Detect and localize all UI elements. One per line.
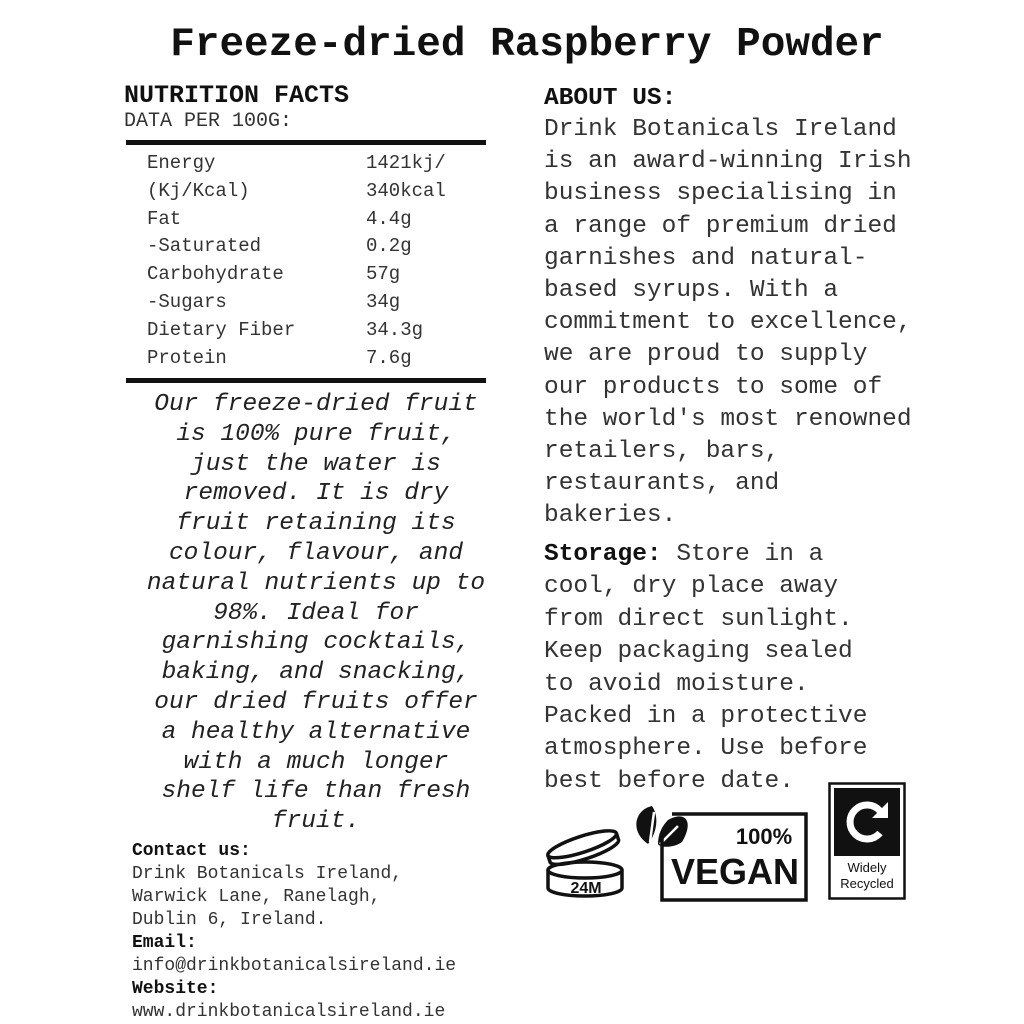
about-line: the world's most renowned [544, 405, 912, 433]
nutrition-row [126, 233, 486, 261]
address-line: Dublin 6, Ireland. [132, 910, 327, 930]
nutrition-row [126, 317, 486, 345]
about-heading: ABOUT US: [544, 85, 677, 112]
description-line: is 100% pure fruit, [176, 420, 456, 448]
badge-row [544, 780, 914, 904]
nutrient-name: Energy [147, 152, 216, 174]
storage-line: Keep packaging sealed [544, 638, 853, 666]
storage-line: to avoid moisture. [544, 670, 809, 698]
nutrition-heading: NUTRITION FACTS [124, 81, 350, 110]
nutrient-name: (Kj/Kcal) [147, 179, 250, 202]
storage-line: cool, dry place away [544, 573, 839, 601]
description-line: with a much longer [183, 748, 449, 776]
about-line: retailers, bars, [544, 438, 780, 466]
storage-line: from direct sunlight. [544, 605, 853, 633]
about-line: business specialising in [544, 180, 897, 208]
address-line: Warwick Lane, Ranelagh, [132, 887, 381, 907]
nutrient-value: 34g [366, 290, 401, 313]
nutrient-value: 4.4g [366, 207, 412, 230]
about-line: we are proud to supply [544, 341, 868, 369]
description-line: colour, flavour, and [168, 539, 464, 567]
description-line: garnishing cocktails, [161, 629, 471, 657]
nutrient-value: 34.3g [366, 318, 424, 341]
pao-label: 24M [570, 880, 602, 897]
nutrition-table [126, 140, 486, 383]
about-line: restaurants, and [544, 470, 780, 498]
nutrient-name: -Sugars [147, 290, 227, 313]
description-line: natural nutrients up to [146, 569, 486, 597]
nutrition-row [126, 178, 486, 206]
about-line: garnishes and natural- [544, 244, 868, 272]
description-line: fruit. [271, 808, 361, 836]
about-line: bakeries. [544, 502, 677, 530]
contact-block [132, 840, 522, 1024]
about-line: Drink Botanicals Ireland [544, 116, 897, 143]
description-line: fruit retaining its [176, 510, 456, 538]
about-line: commitment to excellence, [544, 309, 912, 337]
vegan-label: VEGAN [670, 851, 800, 892]
nutrition-row [126, 289, 486, 317]
email-label: Email: [132, 933, 197, 953]
vegan-badge-icon [634, 804, 810, 904]
vegan-percent: 100% [735, 824, 793, 849]
nutrition-row [126, 150, 486, 178]
nutrition-subheading: DATA PER 100G: [124, 110, 293, 133]
product-title: Freeze-dried Raspberry Powder [170, 22, 884, 68]
about-line: based syrups. With a [544, 277, 839, 305]
nutrient-value: 340kcal [366, 179, 446, 202]
storage-line: best before date. [544, 767, 794, 795]
nutrient-value: 0.2g [366, 235, 412, 258]
nutrition-row [126, 345, 486, 373]
contact-label: Contact us: [132, 841, 251, 861]
storage-line: Store in a [661, 541, 824, 568]
description-line: shelf life than fresh [161, 778, 471, 806]
widely-recycled-icon [828, 782, 906, 900]
website-url: www.drinkbotanicalsireland.ie [132, 1002, 446, 1022]
storage-line: atmosphere. Use before [544, 735, 868, 763]
about-line: a range of premium dried [544, 212, 897, 240]
email-address: info@drinkbotanicalsireland.ie [132, 956, 457, 976]
nutrient-name: Fat [147, 207, 182, 230]
nutrition-row [126, 206, 486, 234]
recycle-line-2: Recycled [840, 876, 894, 891]
address-line: Drink Botanicals Ireland, [132, 864, 403, 884]
recycle-line-1: Widely [847, 860, 887, 875]
description-line: just the water is [191, 450, 441, 478]
storage-label: Storage: [544, 541, 662, 568]
storage-text [544, 539, 944, 798]
period-after-opening-icon [544, 820, 630, 900]
nutrition-row [126, 261, 486, 289]
description-line: Our freeze-dried fruit [154, 391, 478, 418]
description-line: a healthy alternative [161, 718, 471, 746]
website-label: Website: [132, 979, 219, 999]
product-description [124, 390, 508, 837]
description-line: 98%. Ideal for [213, 599, 419, 627]
description-line: our dried fruits offer [154, 688, 478, 716]
nutrient-name: Dietary Fiber [147, 318, 296, 341]
nutrient-name: Protein [147, 346, 227, 369]
description-line: removed. It is dry [183, 480, 449, 508]
nutrient-name: Carbohydrate [147, 263, 284, 286]
description-line: baking, and snacking, [161, 659, 471, 687]
nutrient-name: -Saturated [147, 235, 262, 258]
about-line: our products to some of [544, 373, 883, 401]
nutrient-value: 1421kj/ [366, 152, 446, 174]
storage-line: Packed in a protective [544, 703, 868, 731]
about-line: is an award-winning Irish [544, 148, 912, 176]
nutrient-value: 7.6g [366, 346, 412, 369]
nutrient-value: 57g [366, 263, 401, 286]
about-text [544, 114, 944, 533]
